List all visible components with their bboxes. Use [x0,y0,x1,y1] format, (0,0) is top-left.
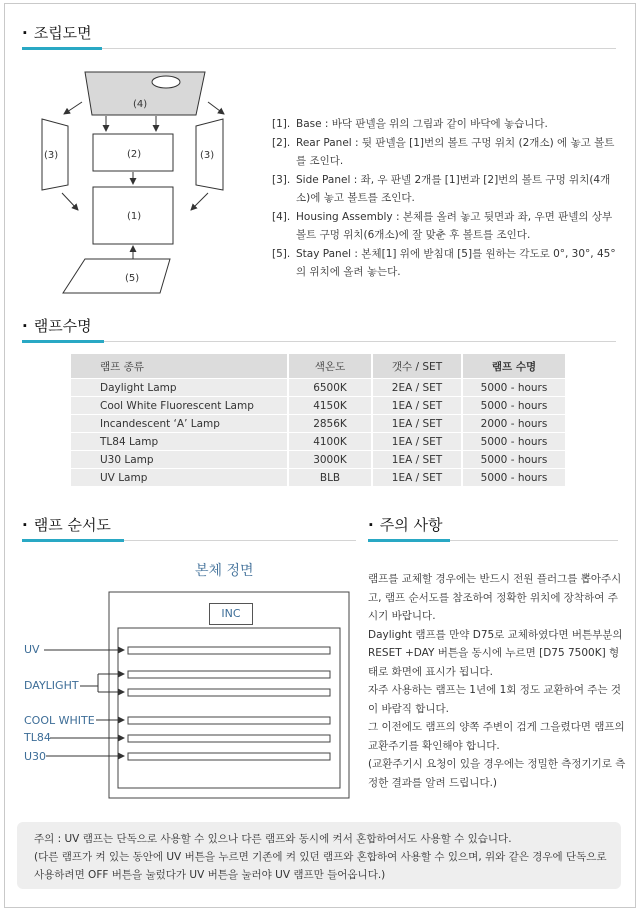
lamp-tube-uv [128,647,330,654]
instruction-item: [5]. Stay Panel : 본체[1] 위에 받침대 [5]를 원하는 각도로 0°, 30°, 45°의 위치에 올려 놓는다. [272,247,616,278]
col-header-lifetime: 램프 수명 [463,354,565,378]
cell-count: 2EA / SET [373,379,461,396]
caution-text [368,570,626,792]
cell-lifetime: 5000 - hours [463,397,565,414]
lamp-tube-daylight-1 [128,671,330,678]
label-cool-white: COOL WHITE [24,714,95,727]
col-header-count: 갯수 / SET [373,354,461,378]
inc-lamp-box: INC [209,603,253,625]
instruction-item: [1]. Base : 바닥 판넬을 위의 그림과 같이 바닥에 놓습니다. [272,118,548,130]
cell-count: 1EA / SET [373,433,461,450]
cell-lamp-type: U30 Lamp [71,451,287,468]
cell-lifetime: 2000 - hours [463,415,565,432]
uv-note-box [17,822,621,889]
label-5: (5) [125,273,140,284]
label-uv: UV [24,643,40,656]
cell-lamp-type: UV Lamp [71,469,287,486]
cell-lifetime: 5000 - hours [463,379,565,396]
label-tl84: TL84 [24,731,51,744]
cell-color-temp: 4150K [289,397,371,414]
cell-count: 1EA / SET [373,397,461,414]
lamp-tube-cool-white [128,717,330,724]
caution-line: (교환주기시 요청이 있을 경우에는 정밀한 측정기기로 측정한 결과를 알려 드립니다.) [368,758,626,789]
lamp-life-section-title: · 램프수명 [22,317,92,335]
label-1: (1) [127,211,142,222]
caution-section-title: · 주의 사항 [368,516,443,534]
caution-line: Daylight 램프를 만약 D75로 교체하였다면 버튼부분의 RESET +DAY 버튼을 동시에 누르면 [D75 7500K] 형태로 화면에 표시가 됩니다. [368,628,623,678]
col-header-lamp-type: 램프 종류 [71,354,287,378]
label-daylight: DAYLIGHT [24,679,79,692]
cell-lifetime: 5000 - hours [463,451,565,468]
front-view-title: 본체 정면 [195,563,254,579]
uv-note-line-1: 주의 : UV 램프는 단독으로 사용할 수 있으나 다른 램프와 동시에 켜서 혼합하여서도 사용할 수 있습니다. [34,833,512,845]
instruction-item: [4]. Housing Assembly : 본체를 올려 놓고 뒷면과 좌, 우면 판넬의 상부 볼트 구멍 위치(6개소)에 잘 맞춘 후 볼트를 조인다. [272,210,613,241]
instruction-item: [2]. Rear Panel : 뒷 판넬을 [1]번의 볼트 구멍 위치 (2개소) 에 놓고 볼트를 조인다. [272,136,615,167]
caution-line: 램프를 교체할 경우에는 반드시 전원 플러그를 뽑아주시고, 램프 순서도를 참조하여 정확한 위치에 장착하여 주시기 바랍니다. [368,573,622,622]
caution-line: 자주 사용하는 램프는 1년에 1회 정도 교환하여 주는 것이 바람직 합니다. [368,684,622,715]
lamp-tube-u30 [128,753,330,760]
cell-lifetime: 5000 - hours [463,469,565,486]
cell-color-temp: 6500K [289,379,371,396]
cell-count: 1EA / SET [373,451,461,468]
label-3-right: (3) [200,150,215,161]
label-u30: U30 [24,750,47,763]
label-3-left: (3) [44,150,59,161]
cell-lamp-type: Daylight Lamp [71,379,287,396]
cell-color-temp: 2856K [289,415,371,432]
lamp-order-section-title: · 램프 순서도 [22,516,111,534]
cell-lamp-type: Cool White Fluorescent Lamp [71,397,287,414]
lamp-tube-tl84 [128,735,330,742]
caution-title-accent [368,539,450,542]
cell-color-temp: 3000K [289,451,371,468]
cell-color-temp: 4100K [289,433,371,450]
col-header-color-temp: 색온도 [289,354,371,378]
label-2: (2) [127,149,142,160]
cell-lamp-type: TL84 Lamp [71,433,287,450]
cell-color-temp: BLB [289,469,371,486]
assembly-section-title: · 조립도면 [22,24,92,42]
cell-count: 1EA / SET [373,415,461,432]
lamp-tube-daylight-2 [128,689,330,696]
cell-lifetime: 5000 - hours [463,433,565,450]
instruction-item: [3]. Side Panel : 좌, 우 판넬 2개를 [1]번과 [2]번의 볼트 구멍 위치(4개소)에 놓고 볼트를 조인다. [272,173,611,204]
cell-count: 1EA / SET [373,469,461,486]
label-4: (4) [133,99,148,110]
caution-line: 그 이전에도 램프의 양쪽 주변이 검게 그을렸다면 램프의 교환주기를 확인해야 합니다. [368,721,625,752]
cell-lamp-type: Incandescent ‘A’ Lamp [71,415,287,432]
uv-note-line-2: (다른 램프가 켜 있는 동안에 UV 버튼을 누르면 기존에 켜 있던 램프와 혼합하여 사용할 수 있으며, 위와 같은 경우에 단독으로 사용하려면 OFF 버튼을 눌렀다가 UV 버튼을 눌러야 UV 램프만 들어옵니다.) [34,851,607,881]
